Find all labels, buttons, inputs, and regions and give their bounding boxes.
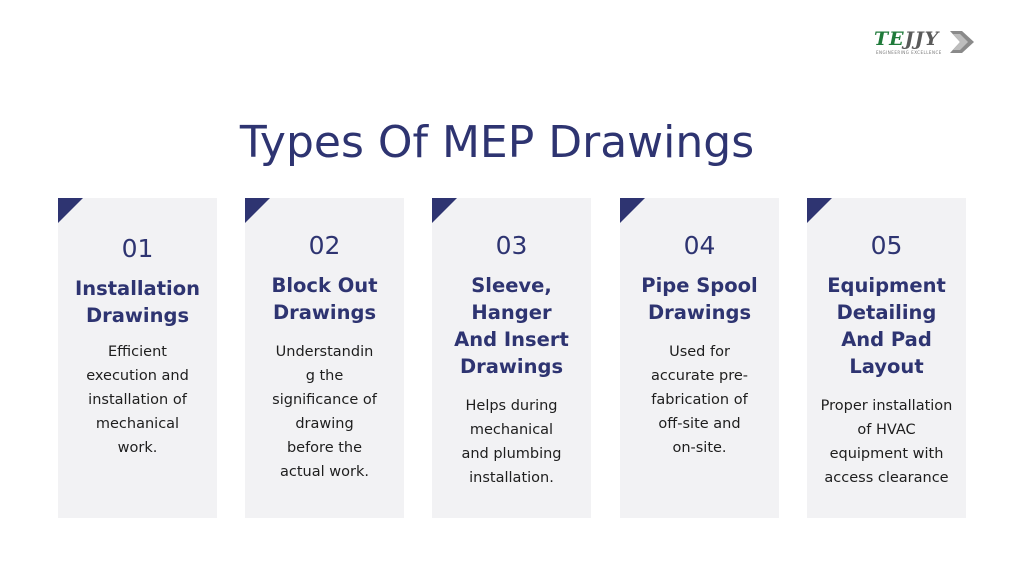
card-description-line: off-site and xyxy=(658,416,741,432)
card-heading-line: Detailing xyxy=(836,301,937,324)
card-description-line: and plumbing xyxy=(461,446,562,462)
card-description xyxy=(628,340,771,460)
card-heading-line: Pipe Spool xyxy=(641,274,758,297)
card-description-line: on-site. xyxy=(672,440,727,456)
company-logo xyxy=(874,28,974,58)
card-heading-line: Installation xyxy=(74,277,201,300)
card-description-line: before the xyxy=(286,440,363,456)
logo-tagline: ENGINEERING EXCELLENCE xyxy=(876,50,942,55)
card-heading-line: Equipment xyxy=(827,274,946,297)
card-description-line: execution and xyxy=(86,368,189,384)
card-heading-line: Drawings xyxy=(459,355,564,378)
card-04 xyxy=(620,198,779,518)
card-description-line: work. xyxy=(117,440,158,456)
chevron-arrow-icon xyxy=(950,31,974,53)
card-heading-line: Hanger xyxy=(471,301,552,324)
card-description xyxy=(66,340,209,460)
card-heading-line: Block Out xyxy=(271,274,378,297)
page-title: Types Of MEP Drawings xyxy=(239,117,755,169)
card-description-line: access clearance xyxy=(824,470,949,486)
card-heading xyxy=(249,272,400,326)
card-heading-line: Layout xyxy=(849,355,924,378)
card-description-line: of HVAC xyxy=(857,422,916,438)
card-corner-accent xyxy=(432,198,457,223)
card-heading-line: Drawings xyxy=(272,301,377,324)
card-description-line: actual work. xyxy=(280,464,369,480)
card-heading-line: And Insert xyxy=(454,328,569,351)
card-number: 01 xyxy=(121,234,154,263)
logo-text-part2: JJY xyxy=(904,28,940,50)
card-description-line: fabrication of xyxy=(651,392,748,408)
card-number: 05 xyxy=(870,231,903,260)
card-corner-accent xyxy=(807,198,832,223)
card-03 xyxy=(432,198,591,518)
logo-wordmark xyxy=(874,28,939,50)
card-description xyxy=(809,394,964,490)
card-description-line: mechanical xyxy=(469,422,554,438)
card-description xyxy=(440,394,583,490)
card-heading xyxy=(62,275,213,329)
card-corner-accent xyxy=(620,198,645,223)
card-description-line: equipment with xyxy=(829,446,944,462)
card-01 xyxy=(58,198,217,518)
card-description xyxy=(253,340,396,484)
card-05 xyxy=(807,198,966,518)
card-description-line: Proper installation xyxy=(820,398,953,414)
card-02 xyxy=(245,198,404,518)
card-heading-line: And Pad xyxy=(841,328,932,351)
card-heading xyxy=(436,272,587,380)
card-heading-line: Drawings xyxy=(85,304,190,327)
card-description-line: Used for xyxy=(669,344,730,360)
card-description-line: Helps during xyxy=(465,398,558,414)
card-heading-line: Sleeve, xyxy=(471,274,552,297)
card-description-line: significance of xyxy=(272,392,377,408)
card-description-line: installation of xyxy=(88,392,187,408)
card-description-line: installation. xyxy=(469,470,554,486)
card-description-line: Understandin xyxy=(275,344,374,360)
card-number: 04 xyxy=(683,231,716,260)
card-corner-accent xyxy=(245,198,270,223)
card-description-line: Efficient xyxy=(108,344,167,360)
card-description-line: drawing xyxy=(295,416,354,432)
card-heading xyxy=(811,272,962,380)
card-description-line: g the xyxy=(305,368,344,384)
card-number: 02 xyxy=(308,231,341,260)
card-heading xyxy=(624,272,775,326)
card-heading-line: Drawings xyxy=(647,301,752,324)
card-corner-accent xyxy=(58,198,83,223)
card-number: 03 xyxy=(495,231,528,260)
logo-text-part1: TE xyxy=(874,28,905,50)
card-description-line: mechanical xyxy=(95,416,180,432)
card-description-line: accurate pre- xyxy=(650,368,749,384)
